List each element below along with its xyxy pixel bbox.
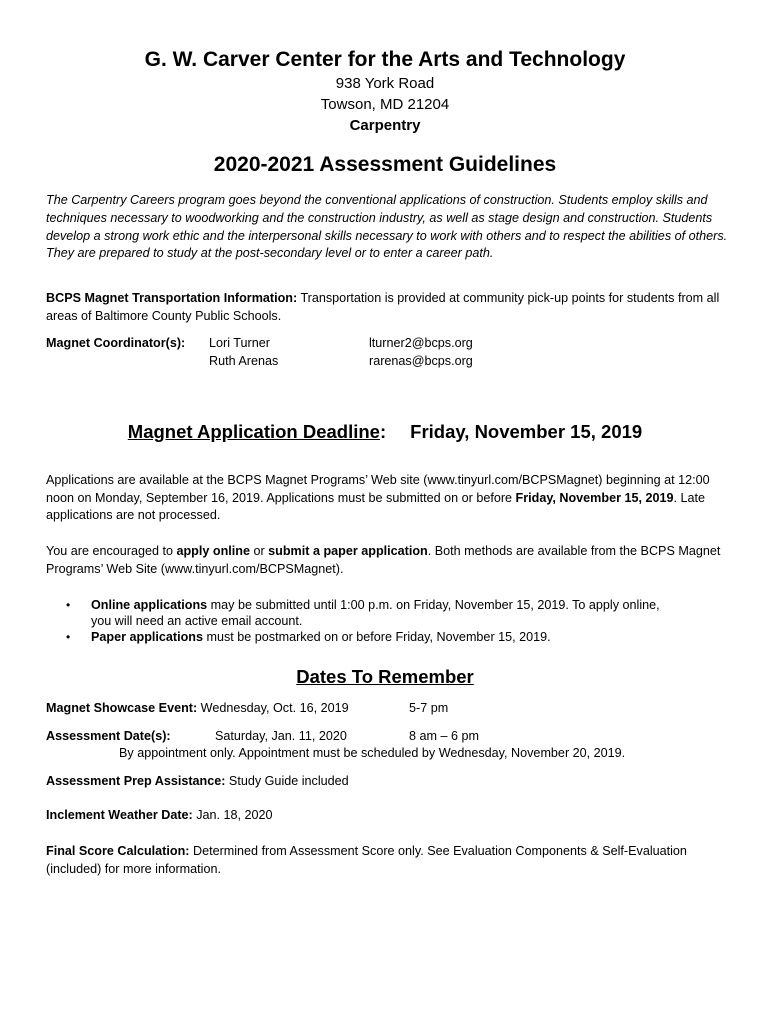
deadline-date: Friday, November 15, 2019 (410, 421, 643, 442)
bullet-online-line2: you will need an active email account. (91, 614, 303, 628)
prep-row (46, 774, 349, 788)
bullet-online-text: may be submitted until 1:00 p.m. on Friday, November 15, 2019. To apply online, (207, 598, 660, 612)
bullet-icon: • (66, 598, 71, 612)
assessment-label: Assessment Date(s): (46, 729, 171, 743)
coordinator-email: lturner2@bcps.org (369, 336, 473, 350)
application-methods (46, 543, 736, 578)
assessment-note: By appointment only. Appointment must be scheduled by Wednesday, November 20, 2019. (119, 746, 626, 760)
paper-application-text: submit a paper application (268, 544, 428, 558)
weather-value: Jan. 18, 2020 (192, 808, 273, 822)
program-name: Carpentry (349, 117, 421, 134)
bullet-online-line1 (91, 598, 660, 612)
coordinator-email: rarenas@bcps.org (369, 354, 473, 368)
final-score-info (46, 843, 736, 878)
prep-value: Study Guide included (225, 774, 349, 788)
final-score-text: Determined from Assessment Score only. See Evaluation Components & Self-Evaluation (included) for more information. (46, 844, 687, 876)
showcase-date: Wednesday, Oct. 16, 2019 (197, 701, 349, 715)
coordinator-name: Ruth Arenas (209, 354, 279, 368)
bullet-paper-label: Paper applications (91, 630, 203, 644)
coordinator-name: Lori Turner (209, 336, 270, 350)
applications-deadline: Friday, November 15, 2019 (515, 490, 674, 505)
showcase-row (46, 701, 349, 715)
bullet-icon: • (66, 630, 71, 644)
showcase-label: Magnet Showcase Event: (46, 701, 198, 715)
transportation-info (46, 290, 736, 325)
weather-row (46, 808, 273, 822)
methods-pre: You are encouraged to (46, 544, 177, 558)
methods-post: . Both methods are available from the BCPS Magnet Programs’ Web Site (www.tinyurl.com/BCPSMagnet). (46, 544, 721, 576)
prep-label: Assessment Prep Assistance: (46, 774, 226, 788)
coordinator-label: Magnet Coordinator(s): (46, 336, 186, 350)
street-address: 938 York Road (335, 75, 435, 92)
applications-tail: . Late applications are not processed. (46, 490, 706, 523)
final-score-label: Final Score Calculation: (46, 844, 190, 858)
deadline-heading (0, 421, 770, 443)
bullet-paper-text: must be postmarked on or before Friday, November 15, 2019. (202, 630, 551, 644)
dates-heading: Dates To Remember (296, 666, 474, 687)
deadline-label: Magnet Application Deadline (127, 421, 380, 442)
page-subtitle: 2020-2021 Assessment Guidelines (213, 153, 557, 176)
bullet-online-label: Online applications (91, 598, 208, 612)
apply-online-text: apply online (176, 544, 250, 558)
city-address: Towson, MD 21204 (320, 96, 450, 113)
program-description: The Carpentry Careers program goes beyond the conventional applications of construction. Students employ skills and techniques necessary to woodworking and the construction industry, as well as stage design and construction. Students develop a strong work ethic and the interpersonal skills necessary to work with others and to respect the abilities of others. They are prepared to study at the post-secondary level or to enter a career path. (46, 193, 728, 261)
applications-info (46, 472, 736, 525)
transportation-label: BCPS Magnet Transportation Information: (46, 291, 298, 305)
assessment-date: Saturday, Jan. 11, 2020 (215, 729, 347, 743)
transportation-text: Transportation is provided at community pick-up points for students from all areas of Baltimore County Public Schools. (46, 291, 720, 323)
school-title: G. W. Carver Center for the Arts and Technology (144, 48, 626, 71)
methods-or: or (249, 544, 269, 558)
showcase-time: 5-7 pm (409, 701, 449, 715)
bullet-paper-line1 (91, 630, 551, 644)
applications-text: Applications are available at the BCPS Magnet Programs’ Web site (www.tinyurl.com/BCPSMagnet) beginning at 12:00 noon on Monday, September 16, 2019. Applications must be submitted on or before (46, 473, 710, 505)
weather-label: Inclement Weather Date: (46, 808, 193, 822)
assessment-time: 8 am – 6 pm (409, 729, 479, 743)
deadline-colon: : (379, 421, 387, 442)
